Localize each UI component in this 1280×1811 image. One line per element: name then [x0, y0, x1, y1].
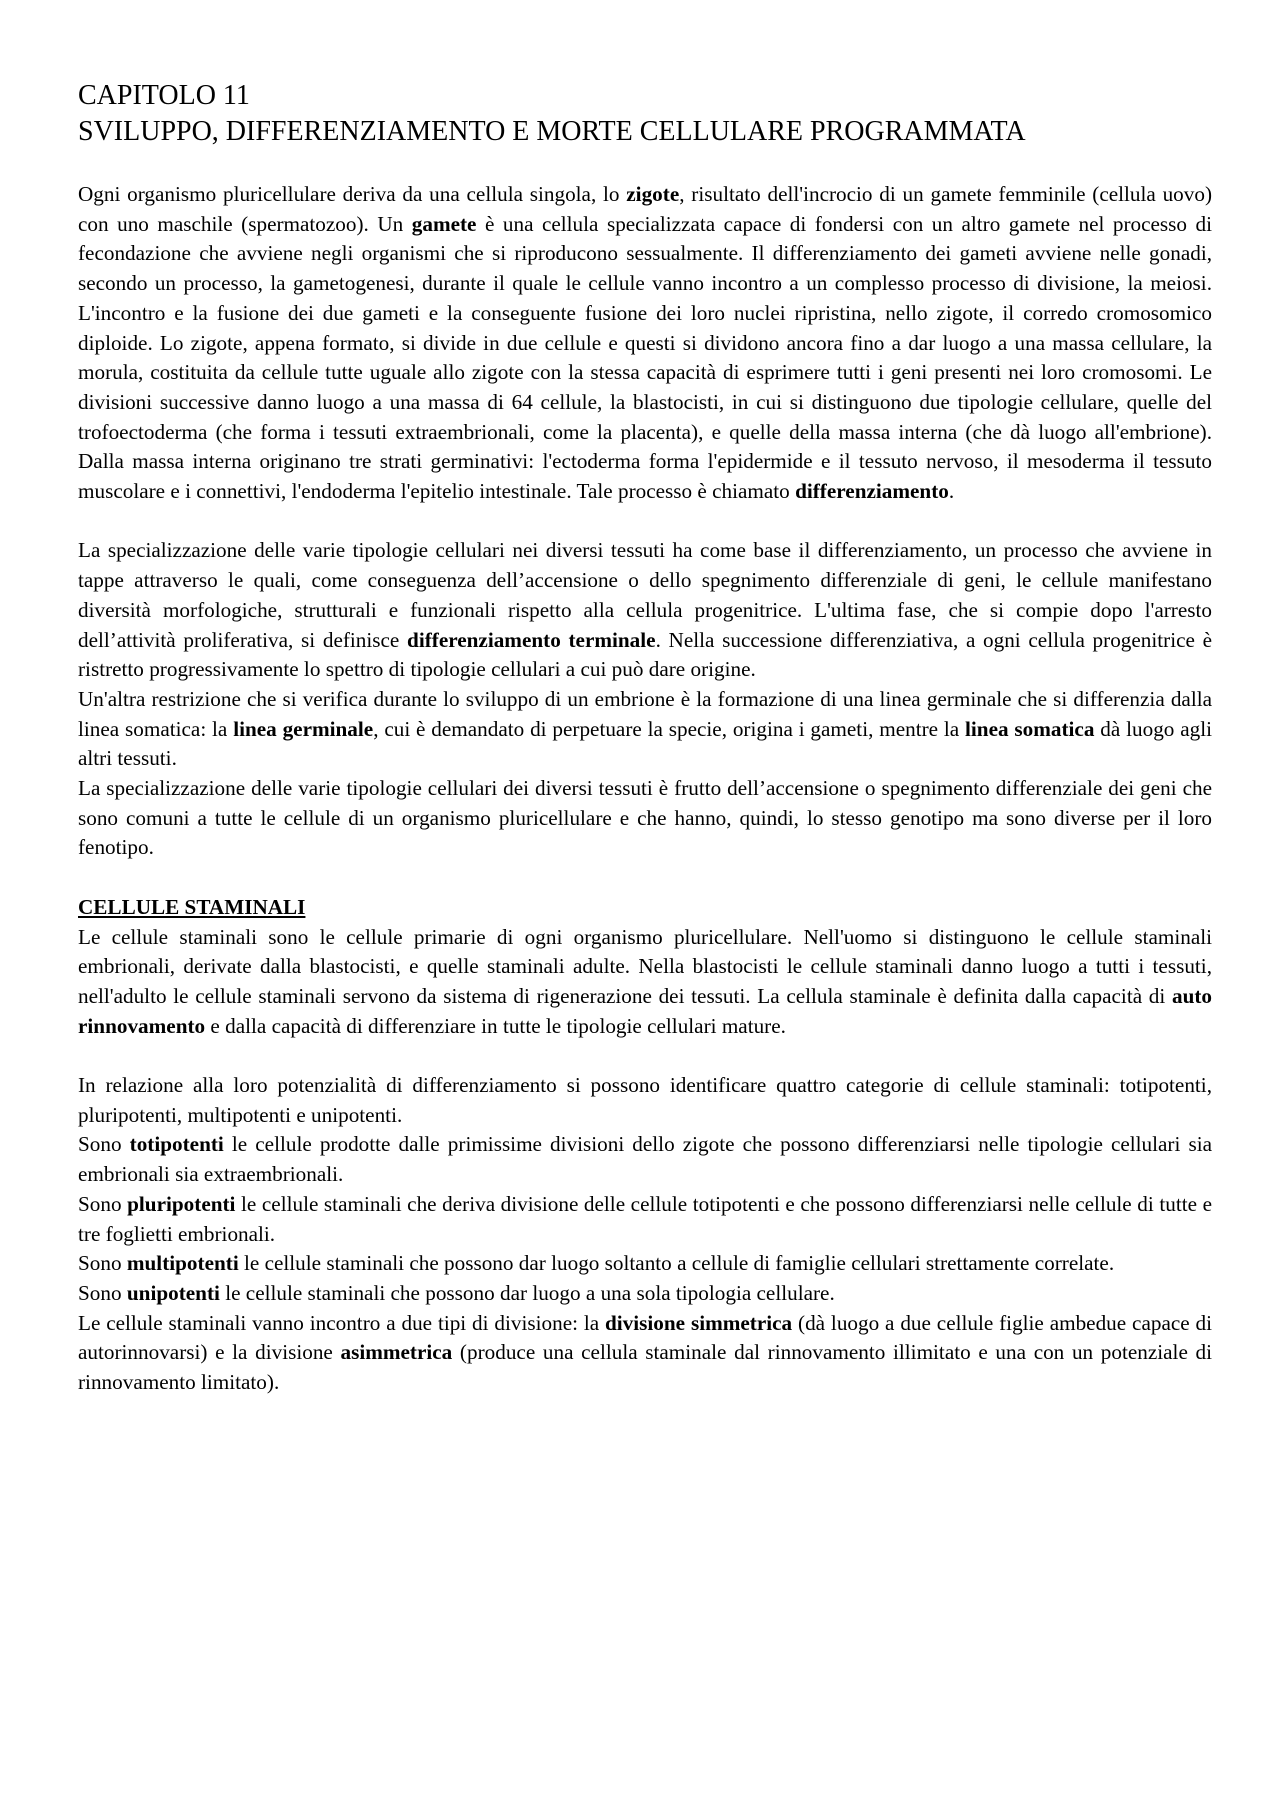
term-asimmetrica: asimmetrica: [340, 1340, 453, 1365]
section-heading: CELLULE STAMINALI: [78, 894, 306, 919]
paragraph-linea-germinale: Un'altra restrizione che si verifica durante lo sviluppo di un embrione è la formazione di una linea germinale che si differenzia dalla linea somatica: la linea germinale, cui è demandato di perpetuare la specie, origina i gameti, mentre la linea somatica dà luogo agli altri tessuti.: [78, 686, 1212, 771]
term-differenziamento-terminale: differenziamento terminale: [407, 627, 656, 652]
spacer: [78, 1041, 1212, 1071]
paragraph-unipotenti: Sono unipotenti le cellule staminali che possono dar luogo a una sola tipologia cellulare.: [78, 1280, 835, 1305]
paragraph-multipotenti: Sono multipotenti le cellule staminali che possono dar luogo soltanto a cellule di famiglie cellulari strettamente correlate.: [78, 1251, 1115, 1276]
document-page: [78, 78, 1212, 1398]
term-auto-rinnovamento: auto rinnovamento: [78, 983, 1212, 1038]
spacer: [78, 507, 1212, 537]
term-pluripotenti: pluripotenti: [127, 1191, 236, 1216]
term-linea-somatica: linea somatica: [965, 716, 1095, 741]
paragraph-staminali: Le cellule staminali sono le cellule primarie di ogni organismo pluricellulare. Nell'uomo si distinguono le cellule staminali embrionali, derivate dalla blastocisti, e quelle staminali adulte. Nella blastocisti le cellule staminali danno luogo a tutti i tessuti, nell'adulto le cellule staminali servono da sistema di rigenerazione dei tessuti. La cellula staminale è definita dalla capacità di auto rinnovamento e dalla capacità di differenziare in tutte le tipologie cellulari mature.: [78, 924, 1212, 1038]
term-zigote: zigote: [626, 182, 680, 206]
chapter-number: CAPITOLO 11: [78, 80, 250, 111]
term-gamete: gamete: [411, 211, 477, 236]
paragraph-pluripotenti: Sono pluripotenti le cellule staminali che deriva divisione delle cellule totipotenti e che possono differenziarsi nelle cellule di tutte e tre foglietti embrionali.: [78, 1191, 1212, 1246]
term-linea-germinale: linea germinale: [233, 716, 374, 741]
paragraph-genotipo: La specializzazione delle varie tipologie cellulari dei diversi tessuti è frutto dell’accensione o spegnimento differenziale dei geni che sono comuni a tutte le cellule di un organismo pluricellulare e che hanno, quindi, lo stesso genotipo ma sono diverse per il loro fenotipo.: [78, 776, 1212, 860]
paragraph-divisione: Le cellule staminali vanno incontro a due tipi di divisione: la divisione simmetrica (dà luogo a due cellule figlie ambedue capace di autorinnovarsi) e la divisione asimmetrica (produce una cellula staminale dal rinnovamento illimitato e una con un potenziale di rinnovamento limitato).: [78, 1310, 1213, 1395]
term-multipotenti: multipotenti: [126, 1251, 239, 1276]
paragraph-totipotenti: Sono totipotenti le cellule prodotte dalle primissime divisioni dello zigote che possono differenziarsi nelle tipologie cellulari sia embrionali sia extraembrionali.: [78, 1132, 1212, 1187]
chapter-title: SVILUPPO, DIFFERENZIAMENTO E MORTE CELLULARE PROGRAMMATA: [78, 116, 1026, 147]
page-title: [78, 78, 1212, 150]
paragraph-intro: Ogni organismo pluricellulare deriva da una cellula singola, lo zigote, risultato dell'incrocio di un gamete femminile (cellula uovo) con uno maschile (spermatozoo). Un gamete è una cellula specializzata capace di fondersi con un altro gamete nel processo di fecondazione che avviene negli organismi che si riproducono sessualmente. Il differenziamento dei gameti avviene nelle gonadi, secondo un processo, la gametogenesi, durante il quale le cellule vanno incontro a un complesso processo di divisione, la meiosi. L'incontro e la fusione dei due gameti e la conseguente fusione dei loro nuclei ripristina, nello zigote, il corredo cromosomico diploide. Lo zigote, appena formato, si divide in due cellule e questi si dividono ancora fino a dar luogo a una massa cellulare, la morula, costituita da cellule tutte uguale allo zigote con la stessa capacità di esprimere tutti i geni presenti nei loro cromosomi. Le divisioni successive danno luogo a una massa di 64 cellule, la blastocisti, in cui si distinguono due tipologie cellulare, quelle del trofoectoderma (che forma i tessuti extraembrionali, come la placenta), e quelle della massa interna (che dà luogo all'embrione). Dalla massa interna originano tre strati germinativi: l'ectoderma forma l'epidermide e il tessuto nervoso, il mesoderma il tessuto muscolare e i connettivi, l'endoderma l'epitelio intestinale. Tale processo è chiamato differenziamento.: [78, 182, 1212, 504]
term-unipotenti: unipotenti: [126, 1280, 220, 1305]
term-totipotenti: totipotenti: [129, 1132, 224, 1157]
paragraph-categorie: In relazione alla loro potenzialità di differenziamento si possono identificare quattro categorie di cellule staminali: totipotenti, pluripotenti, multipotenti e unipotenti.: [78, 1073, 1212, 1127]
paragraph-specializzazione: La specializzazione delle varie tipologie cellulari nei diversi tessuti ha come base il differenziamento, un processo che avviene in tappe attraverso le quali, come conseguenza dell’accensione o dello spegnimento differenziale di geni, le cellule manifestano diversità morfologiche, strutturali e funzionali rispetto alla cellula progenitrice. L'ultima fase, che si compie dopo l'arresto dell’attività proliferativa, si definisce differenziamento terminale. Nella successione differenziativa, a ogni cellula progenitrice è ristretto progressivamente lo spettro di tipologie cellulari a cui può dare origine.: [78, 538, 1212, 682]
spacer: [78, 863, 1212, 893]
term-divisione-simmetrica: divisione simmetrica: [605, 1310, 793, 1335]
term-differenziamento: differenziamento: [795, 479, 949, 504]
